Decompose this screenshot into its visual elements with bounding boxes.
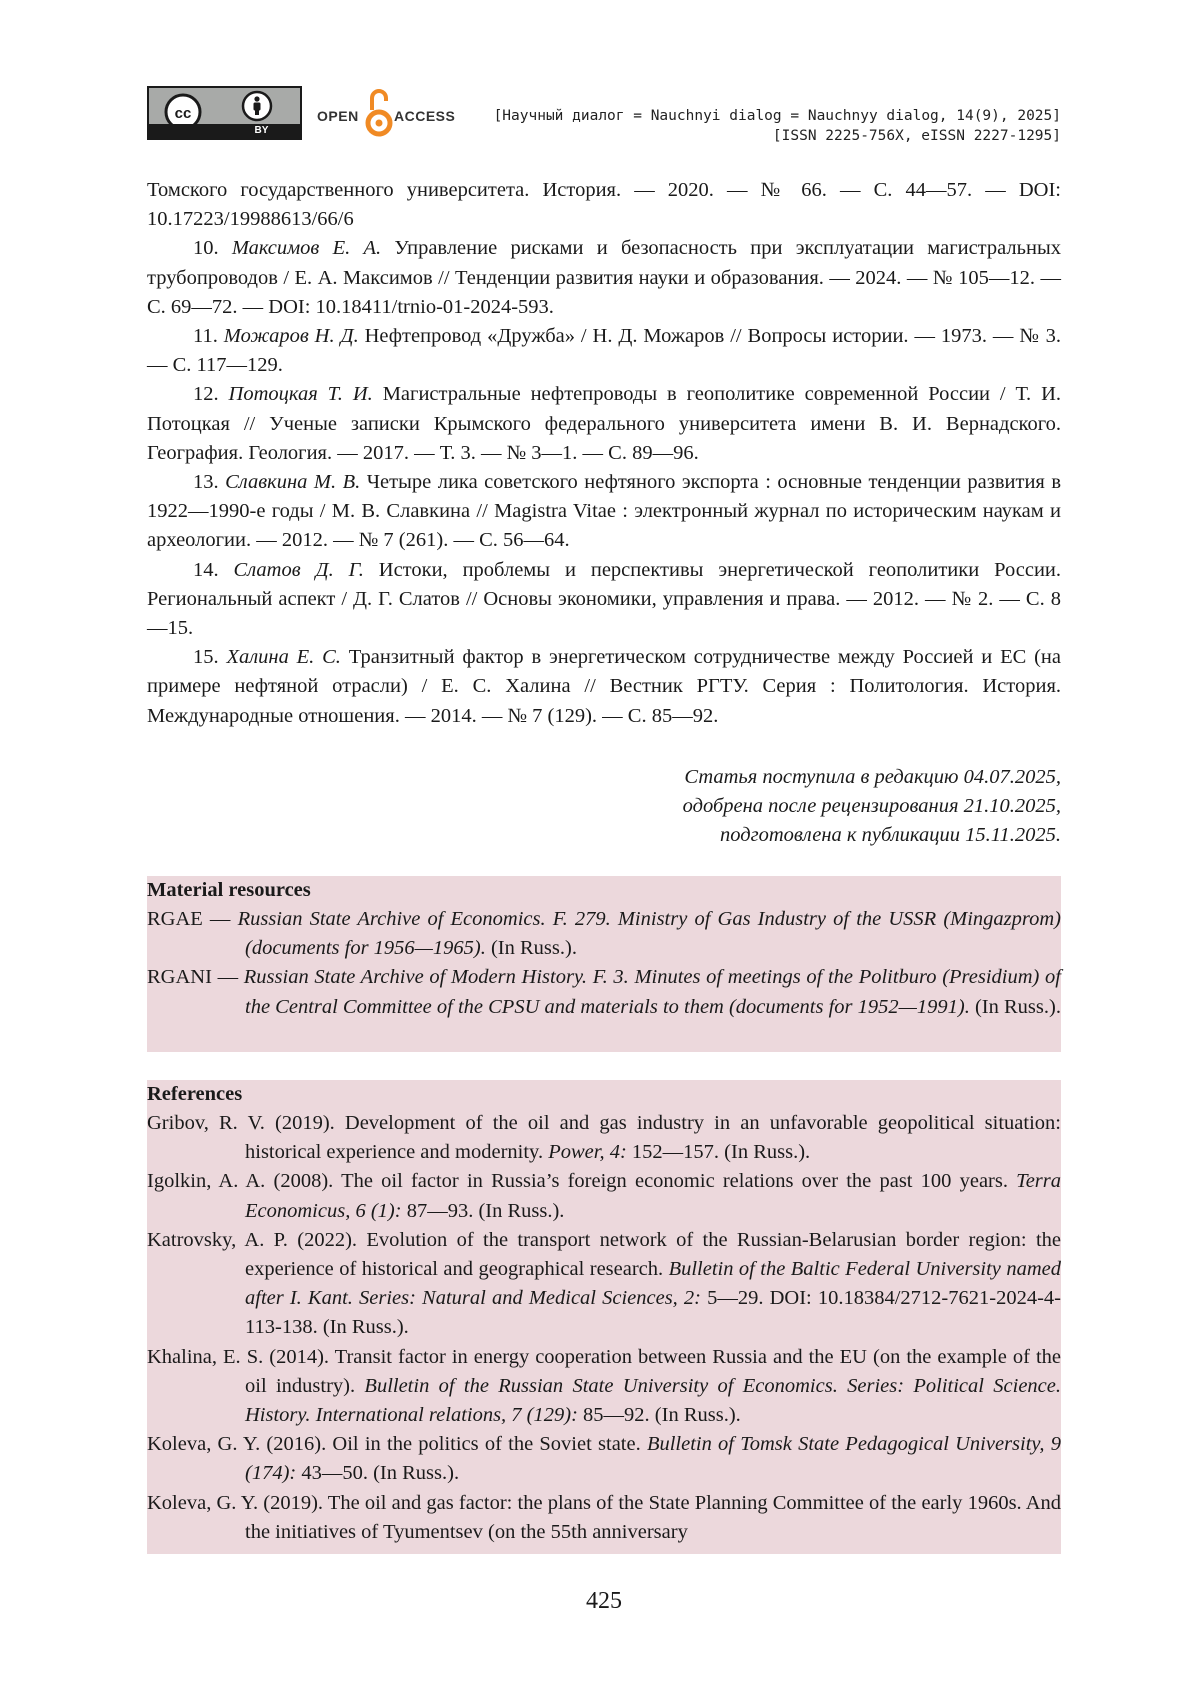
reference-author: Максимов Е. А. — [231, 237, 382, 260]
reference-entry: Gribov, R. V. (2019). Development of the oil and gas industry in an unfavorable geopolitical situation: historical experience and modernity. Power, 4: 152—157. (In Russ.). — [147, 1112, 1061, 1164]
cc-symbol: cc — [174, 105, 192, 122]
reference-item: 10. Максимов Е. А. Управление рисками и безопасность при эксплуатации магистральных трубопроводов / Е. А. Максимов // Тенденции развития науки и образования. — 2024. — № 105—12. — С. 69—72. — DOI: 10.18411/trnio-01-2024-593. — [147, 237, 1061, 318]
open-label: OPEN — [317, 108, 359, 124]
open-access-lock-icon — [365, 86, 393, 140]
cc-by-license-badge[interactable] — [147, 86, 302, 140]
reference-entry: Khalina, E. S. (2014). Transit factor in energy cooperation between Russia and the EU (on the example of the oil industry). Bulletin of the Russian State University of Economics. Series: Political Science. History. International relations, 7 (129): 85—92. (In Russ.). — [147, 1345, 1061, 1427]
reference-item: 14. Слатов Д. Г. Истоки, проблемы и перспективы энергетической геополитики России. Региональный аспект / Д. Г. Слатов // Основы экономики, управления и права. — 2012. — № 2. — С. 8—15. — [147, 558, 1062, 640]
material-resource-item: RGANI — Russian State Archive of Modern History. F. 3. Minutes of meetings of the Politburo (Presidium) of the Central Committee of the CPSU and materials to them (documents for 1952—1991). (In Russ.). — [147, 966, 1061, 1018]
english-references-section — [147, 1080, 1061, 1554]
reference-author: Славкина М. В. — [225, 471, 361, 494]
material-resource-item: RGAE — Russian State Archive of Economics. F. 279. Ministry of Gas Industry of the USSR (Mingazprom) (documents for 1956—1965). (In Russ.). — [147, 908, 1061, 960]
page-header — [147, 86, 1061, 146]
reference-author: Слатов Д. Г. — [233, 558, 364, 581]
reference-continuation: Томского государственного университета. История. — 2020. — № 66. — С. 44—57. — DOI: 10.17223/19988613/66/6 — [147, 179, 1061, 231]
page-number: 425 — [586, 1588, 622, 1614]
reference-item: 15. Халина Е. С. Транзитный фактор в энергетическом сотрудничестве между Россией и ЕС (на примере нефтяной отрасли) / Е. С. Халина // Вестник РГТУ. Серия : Политология. История. Международные отношения. — 2014. — № 7 (129). — С. 85—92. — [147, 646, 1062, 727]
references-heading: References — [147, 1083, 243, 1105]
open-access-logo[interactable] — [317, 86, 467, 140]
journal-citation — [494, 106, 1061, 146]
by-label: BY — [223, 124, 300, 138]
reference-author: Можаров Н. Д. — [223, 325, 359, 348]
reference-entry: Koleva, G. Y. (2019). The oil and gas factor: the plans of the State Planning Committee of the early 1960s. And the initiatives of Tyumentsev (on the 55th anniversary — [147, 1491, 1061, 1543]
badge-strip — [149, 124, 223, 138]
reference-item: 13. Славкина М. В. Четыре лика советского нефтяного экспорта : основные тенденции развития в 1922—1990-е годы / М. В. Славкина // Magistra Vitae : электронный журнал по историческим наукам и археологии. — 2012. — № 7 (261). — С. 56—64. — [147, 471, 1062, 552]
reference-author: Халина Е. С. — [226, 646, 341, 669]
russian-reference-list — [147, 176, 1061, 731]
reference-entry: Katrovsky, A. P. (2022). Evolution of the transport network of the Russian-Belarusian border region: the experience of historical and geographical research. Bulletin of the Baltic Federal University named after I. Kant. Series: Natural and Medical Sciences, 2: 5—29. DOI: 10.18384/2712-7621-2024-4-113-138. (In Russ.). — [147, 1228, 1061, 1339]
material-resources-heading: Material resources — [147, 879, 311, 901]
reference-entry: Koleva, G. Y. (2016). Oil in the politics of the Soviet state. Bulletin of Tomsk State Pedagogical University, 9 (174): 43—50. (In Russ.). — [147, 1433, 1061, 1485]
article-received-note — [683, 763, 1061, 850]
reference-item: 11. Можаров Н. Д. Нефтепровод «Дружба» / Н. Д. Можаров // Вопросы истории. — 1973. — № 3. — С. 117—129. — [147, 325, 1061, 377]
reference-entry: Igolkin, A. A. (2008). The oil factor in Russia’s foreign economic relations over the past 100 years. Terra Economicus, 6 (1): 87—93. (In Russ.). — [147, 1170, 1061, 1222]
reference-item: 12. Потоцкая Т. И. Магистральные нефтепроводы в геополитике современной России / Т. И. Потоцкая // Ученые записки Крымского федерального университета имени В. И. Вернадского. География. Геология. — 2017. — Т. 3. — № 3—1. — С. 89—96. — [147, 383, 1061, 464]
attribution-person-icon — [241, 90, 273, 122]
journal-line-2: [ISSN 2225-756X, eISSN 2227-1295] — [772, 128, 1061, 144]
access-label: ACCESS — [394, 108, 456, 124]
material-resources-section — [147, 876, 1061, 1052]
reference-author: Потоцкая Т. И. — [228, 383, 373, 406]
received-line-1: Статья поступила в редакцию 04.07.2025, — [684, 766, 1061, 788]
journal-line-1: [Научный диалог = Nauchnyi dialog = Nauchnyy dialog, 14(9), 2025] — [493, 108, 1061, 124]
received-line-3: подготовлена к публикации 15.11.2025. — [719, 824, 1061, 846]
received-line-2: одобрена после рецензирования 21.10.2025, — [682, 795, 1061, 817]
